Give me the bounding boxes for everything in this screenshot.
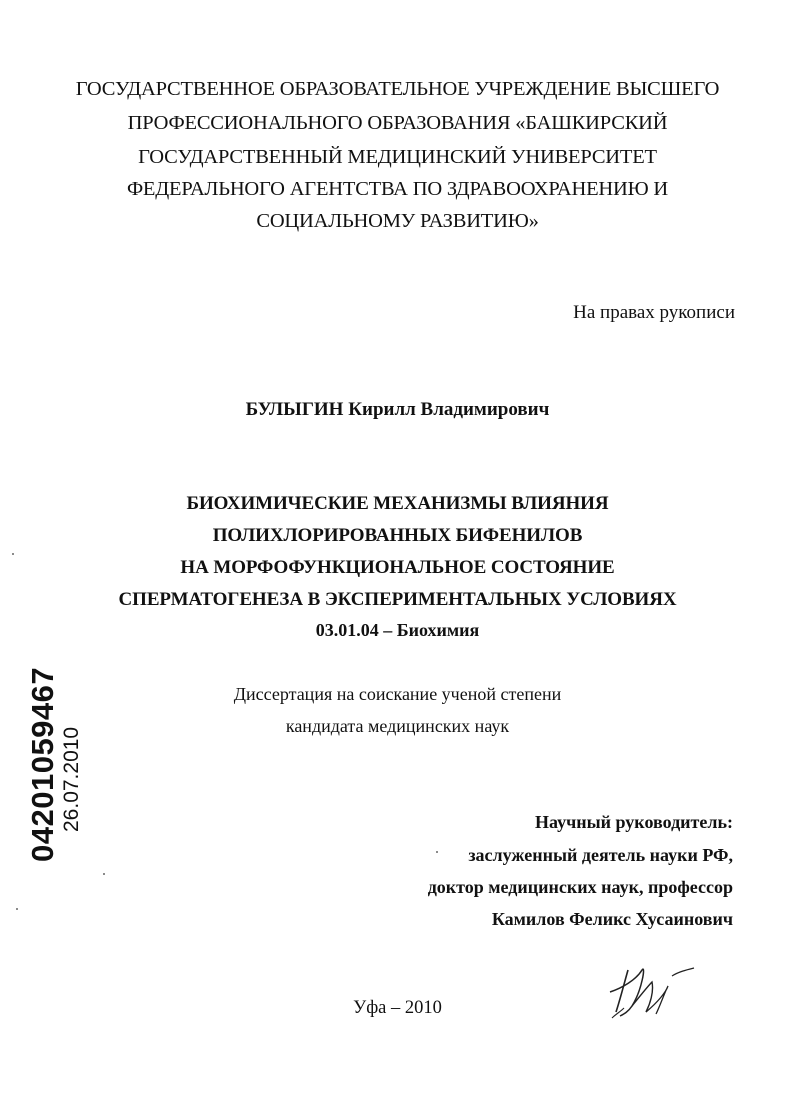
institution-line-4: ФЕДЕРАЛЬНОГО АГЕНТСТВА ПО ЗДРАВООХРАНЕНИЮ И bbox=[126, 178, 669, 200]
supervisor-heading: Научный руководитель: bbox=[535, 812, 733, 832]
supervisor-line-1: заслуженный деятель науки РФ, bbox=[468, 845, 733, 865]
degree-line-2: кандидата медицинских наук bbox=[285, 716, 510, 736]
scan-speck bbox=[103, 873, 105, 875]
scan-speck bbox=[12, 553, 14, 555]
stamp-date: 26.07.2010 bbox=[60, 726, 83, 832]
library-stamp bbox=[26, 667, 84, 862]
city-year: Уфа – 2010 bbox=[353, 998, 442, 1018]
scan-speck bbox=[16, 908, 18, 910]
supervisor-line-2: доктор медицинских наук, профессор bbox=[427, 877, 733, 897]
title-line-2: ПОЛИХЛОРИРОВАННЫХ БИФЕНИЛОВ bbox=[212, 525, 583, 546]
stamp-number: 04201059467 bbox=[25, 666, 60, 862]
rights-note: На правах рукописи bbox=[573, 302, 735, 323]
author-name: БУЛЫГИН Кирилл Владимирович bbox=[245, 399, 550, 420]
title-line-1: БИОХИМИЧЕСКИЕ МЕХАНИЗМЫ ВЛИЯНИЯ bbox=[186, 493, 609, 514]
supervisor-name: Камилов Феликс Хусаинович bbox=[491, 909, 733, 929]
institution-line-1: ГОСУДАРСТВЕННОЕ ОБРАЗОВАТЕЛЬНОЕ УЧРЕЖДЕНИЕ ВЫСШЕГО bbox=[75, 78, 720, 100]
title-line-4: СПЕРМАТОГЕНЕЗА В ЭКСПЕРИМЕНТАЛЬНЫХ УСЛОВИЯХ bbox=[118, 589, 677, 610]
signature-icon bbox=[602, 962, 702, 1022]
specialty-code: 03.01.04 – Биохимия bbox=[315, 620, 480, 640]
institution-line-3: ГОСУДАРСТВЕННЫЙ МЕДИЦИНСКИЙ УНИВЕРСИТЕТ bbox=[138, 146, 657, 168]
degree-line-1: Диссертация на соискание ученой степени bbox=[233, 684, 562, 704]
title-line-3: НА МОРФОФУНКЦИОНАЛЬНОЕ СОСТОЯНИЕ bbox=[180, 557, 615, 578]
institution-line-5: СОЦИАЛЬНОМУ РАЗВИТИЮ» bbox=[256, 210, 539, 232]
scan-speck bbox=[436, 851, 438, 853]
institution-line-2: ПРОФЕССИОНАЛЬНОГО ОБРАЗОВАНИЯ «БАШКИРСКИЙ bbox=[127, 112, 668, 134]
